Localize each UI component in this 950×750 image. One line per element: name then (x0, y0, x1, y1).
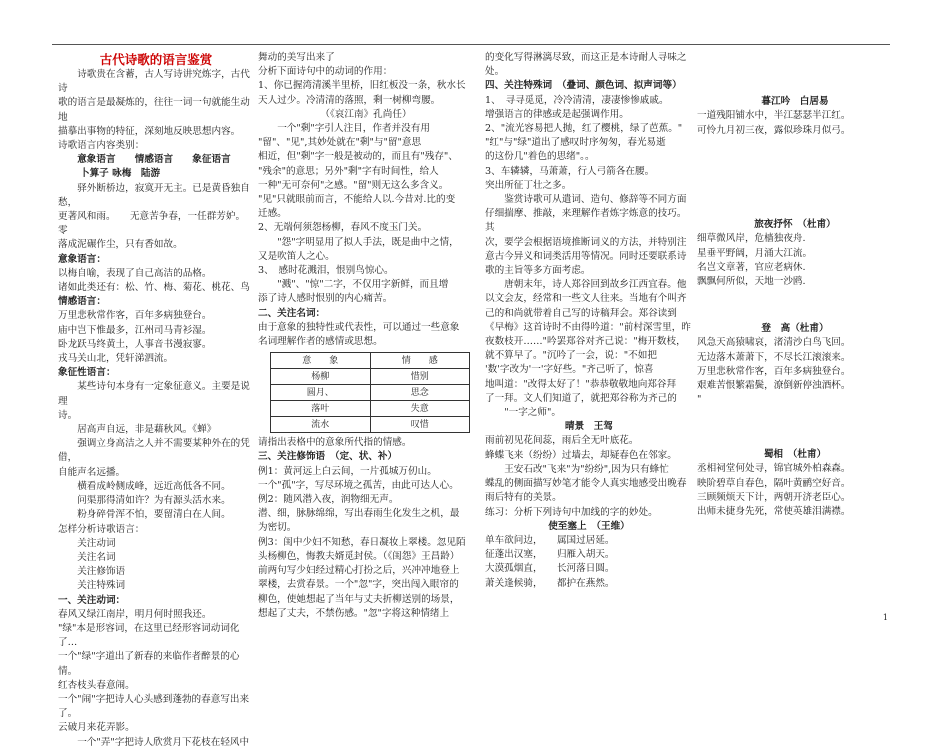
text-line: 就不算早了。"沉吟了一会，说："不如把 (485, 350, 657, 362)
imagery-table (270, 352, 470, 433)
text-line: 一个"孤"字，写尽环境之孤苦，由此可达人心。 (258, 479, 459, 491)
column-3 (485, 51, 693, 591)
table-cell: 落叶 (271, 401, 371, 417)
page-title: 古代诗歌的语言鉴赏 (99, 52, 213, 67)
text-line: 诸如此类还有：松、竹、梅、菊花、桃花、鸟 (58, 282, 250, 294)
text-line: "留"、"见",其妙处就在"剩"与"留"意思 (258, 137, 422, 149)
text-line: 居高声自远，非是藉秋风。《蝉》 (77, 424, 217, 436)
section-heading: 象征性语言： (58, 367, 116, 379)
text-line: 雨前初见花间蕊，雨后全无叶底花。 (485, 435, 639, 447)
text-line: 戎马关山北，凭轩涕泗流。 (58, 353, 174, 365)
text-line: 卧龙跃马终黄土，人事音书漫寂寥。 (58, 338, 212, 350)
text-line: 一个"绿"字道出了新春的来临作者醉景的心情。 (58, 651, 240, 677)
table-header: 意 象 (271, 353, 371, 369)
text-line: "见"只就眼前而言，不能给人以.今昔对.比的变 (258, 194, 456, 206)
text-line: 例1：黄河远上白云间，一片孤城万仞山。 (258, 465, 437, 477)
text-line: 次，要学会根据语境推断词义的方法，并特别注 (485, 236, 687, 248)
text-line: 由于意象的独特性或代表性，可以通过一些意象 (258, 321, 460, 333)
text-line: 唐朝末年，诗人郑谷回到故乡江西宜春。他 (504, 279, 687, 291)
poem-line: 名岂文章著，官应老病休. (697, 261, 806, 273)
column-2 (258, 51, 474, 621)
text-line: 己的和尚就带着自己写的诗稿拜会。郑谷读到 (485, 307, 677, 319)
text-line: 头杨柳色，悔教夫婿觅封侯。（《闺怨》王昌龄） (258, 550, 460, 562)
text-line: 横看成岭侧成峰，远近高低各不同。 (77, 480, 231, 492)
poem-title: 登 高（杜甫） (761, 323, 829, 334)
poem-line: " (697, 394, 702, 406)
poem-line: 细草微风岸，危樯独夜舟. (697, 233, 806, 245)
poem-block (697, 448, 893, 519)
text-line: 舞动的美写出来了 (258, 52, 335, 63)
text-line: 卜算子 咏梅 陆游 (80, 168, 161, 180)
text-line: 某些诗句本身有一定象征意义。主要是说理 (58, 381, 250, 407)
text-line: 王安石改"飞来"为"纷纷",因为只有蜂忙 (504, 463, 669, 475)
poem-block (697, 218, 893, 289)
text-line: 关注动词 (77, 537, 116, 549)
text-line: 前两句写少妇经过精心打扮之后，兴冲冲地登上 (258, 565, 460, 577)
text-line: 柳色，使她想起了当年与丈夫折柳送别的场景， (258, 593, 460, 605)
table-header-row (271, 353, 470, 369)
poem-line: 万里悲秋常作客，百年多病独登台。 (697, 365, 851, 377)
poem-line: 映阶碧草自春色，隔叶黄鹂空好音。 (697, 477, 851, 489)
text-line: 增强语言的律感或是起强调作用。 (485, 108, 629, 120)
text-line: 萧关逢候骑， 都护在燕然。 (485, 577, 615, 589)
table-cell: 圆月、 (271, 385, 371, 401)
text-line: 夜数枝开……"吟罢郑谷对齐己说："梅开数枝， (485, 336, 686, 348)
text-line: 意古今异义和词类活用等情况。同时还要联系诗 (485, 250, 687, 262)
text-line: 了一拜。文人们知道了，就把郑谷称为齐己的 (485, 392, 677, 404)
text-line: 相近，但"剩"字一般是被动的，而且有"残存"、 (258, 151, 458, 163)
table-row (271, 385, 470, 401)
text-line: 意象语言 情感语言 象征语言 (77, 154, 231, 166)
text-line: 鉴赏诗歌可从遣词、造句、修辞等不同方面 (504, 194, 687, 206)
text-line: 2、无端何须怨杨柳，春风不度玉门关。 (258, 222, 428, 234)
poem-line: 星垂平野阔，月涌大江流。 (697, 247, 813, 259)
text-line: 一种"无可奈何"之感。"留"则无这么多含义。 (258, 179, 449, 191)
table-cell: 叹惜 (370, 417, 470, 433)
text-line: 歌的主旨等多方面考虑。 (485, 265, 591, 277)
poem-title: 使至塞上 （王维） (548, 520, 630, 532)
text-line: 的这份几"着色的思绪"。。 (485, 151, 595, 163)
text-line: 云破月来花弄影。 (58, 722, 135, 734)
page-number: 1 (882, 613, 888, 622)
poem-line: 风急天高猿啸哀，渚清沙白鸟飞回。 (697, 337, 851, 349)
text-line: 潜、细，脉脉绵绵，写出春雨生化发生之机，最 (258, 508, 460, 520)
table-cell: 思念 (370, 385, 470, 401)
text-line: 翠楼，去赏春景。一个"忽"字，突出闯入眼帘的 (258, 579, 459, 591)
text-line: "绿"本是形容词，在这里已经形容词动词化了… (58, 622, 240, 649)
table-row (271, 369, 470, 385)
section-heading: 意象语言： (58, 253, 106, 265)
text-line: 处。 (485, 66, 505, 78)
poem-title: 旅夜抒怀 （杜甫） (754, 219, 836, 230)
poem-line: 丞相祠堂何处寻，锦官城外柏森森。 (697, 463, 851, 475)
table-row (271, 417, 470, 433)
table-cell: 失意 (370, 401, 470, 417)
text-line: 的变化写得淋漓尽致，而这正是本诗耐人寻味之 (485, 52, 687, 63)
section-heading: 三、关注修饰语 （定、状、补） (258, 451, 398, 463)
text-line: 雨后特有的美景。 (485, 492, 562, 504)
text-line: 驿外断桥边，寂寞开无主。已是黄昏独自愁， (58, 182, 250, 208)
text-line: 仔细揣摩、推敲，来理解作者炼字炼意的技巧。其 (485, 208, 687, 234)
text-line: 例2：随风潜入夜，润物细无声。 (258, 494, 399, 506)
text-line: '数'字改为'一'字好些。"齐己听了，惊喜 (485, 364, 654, 376)
text-line: 1、 寻寻觅觅，冷冷清清，凄凄惨惨戚戚。 (485, 94, 669, 106)
text-line: "溅"、"惊"二字，不仅用字新鲜，而且增 (277, 279, 449, 291)
text-line: （《哀江南》孔尚任） (320, 108, 412, 120)
text-line: 关注名词 (77, 551, 116, 563)
poem-line: 可怜九月初三夜，露似珍珠月似弓。 (697, 124, 851, 136)
poem-line: 一道残阳铺水中，半江瑟瑟半江红。 (697, 110, 851, 122)
table-header: 情 感 (370, 353, 470, 369)
top-rule (52, 44, 890, 45)
poem-line: 无边落木萧萧下，不尽长江滚滚来。 (697, 351, 851, 363)
text-line: 例3：闺中少妇不知愁，春日凝妆上翠楼。忽见陌 (258, 536, 466, 548)
text-line: 一个"闹"字把诗人心头感到蓬勃的春意写出来 (58, 693, 250, 705)
poem-line: 艰难苦恨繁霜鬓，潦倒新停浊酒杯。 (697, 380, 851, 392)
text-line: 1、你已握湾清溪半里桥，旧红板没一条，秋水长 (258, 80, 466, 92)
text-line: 天人过少。冷清清的落照，剩一树柳弯腰。 (258, 94, 441, 106)
text-line: 一个"剩"字引人注目，作者并没有用 (277, 123, 430, 135)
text-line: 红杏枝头春意闹。 (58, 679, 135, 691)
text-line: 以文会友，经常和一些文人往来。当地有个叫齐 (485, 293, 687, 305)
text-line: 蝶乱的侧面描写妙笔才能令人真实地感受出晚春 (485, 478, 687, 490)
section-heading: 四、关注特殊词 （叠词、颜色词、拟声词等） (485, 80, 682, 92)
table-row (271, 401, 470, 417)
text-line: 诗。 (58, 409, 78, 421)
text-line: 迁感。 (258, 208, 287, 220)
text-line: 强调立身高洁之人并不需要某种外在的凭借， (58, 438, 250, 464)
text-line: "残余"的意思；另外"剩"字有时间性，给人 (258, 165, 439, 177)
text-line: 为密切。 (258, 522, 297, 534)
text-line: 了。 (58, 708, 78, 720)
text-line: 自能声名远播。 (58, 466, 126, 478)
text-line: 以梅自喻，表现了自己高洁的品格。 (58, 267, 212, 279)
section-heading: 情感语言： (58, 296, 106, 308)
column-1 (58, 51, 254, 750)
text-line: 分析下面诗句中的动词的作用： (258, 66, 393, 78)
text-line: 又是吹笛人之心。 (258, 250, 335, 262)
poem-line: 出师未捷身先死，常使英雄泪满襟。 (697, 506, 851, 518)
text-line: "一字之师"。 (504, 407, 561, 419)
text-line: 诗歌语言内容类别： (58, 140, 145, 152)
text-line: 春风又绿江南岸，明月何时照我还。 (58, 608, 212, 620)
text-line: 粉身碎骨浑不怕，要留清白在人间。 (77, 509, 231, 521)
text-line: 问渠那得清如许？为有源头活水来。 (77, 495, 231, 507)
table-cell: 惜别 (370, 369, 470, 385)
text-line: 突出所征丁壮之多。 (485, 179, 572, 191)
table-cell: 流水 (271, 417, 371, 433)
text-line: "怨"字明显用了拟人手法，既是曲中之情， (277, 236, 459, 248)
text-line: 2、"流光容易把人抛，红了樱桃，绿了芭蕉。" (485, 123, 683, 135)
text-line: 描摹出事物的特征，深刻地反映思想内容。 (58, 125, 241, 137)
text-line: 请指出表格中的意象所代指的情感。 (258, 437, 412, 449)
poem-block (697, 322, 893, 408)
section-heading: 二、关注名词： (258, 307, 326, 319)
text-line: 落成泥碾作尘，只有香如故。 (58, 239, 183, 251)
text-line: 《早梅》这首诗时不由得吟道："前村深雪里，昨 (485, 321, 691, 333)
text-line: 3、 感时花溅泪，恨别鸟惊心。 (258, 265, 394, 277)
poem-title: 暮江吟 白居易 (761, 96, 829, 107)
text-line: 蜂蝶飞来（纷纷）过墙去，却疑春色在邻家。 (485, 449, 677, 461)
text-line: 征蓬出汉塞， 归雁入胡天。 (485, 549, 615, 561)
text-line: 想起了丈夫，不禁伤感。"忽"字将这种情绪上 (258, 607, 450, 619)
text-line: 单车欲问边， 属国过居延。 (485, 534, 615, 546)
poem-line: 三顾频烦天下计，两朝开济老臣心。 (697, 491, 851, 503)
text-line: 诗歌贵在含蓄，古人写诗讲究炼字，古代诗 (58, 69, 250, 95)
text-line: 名词理解作者的感情或思想。 (258, 336, 383, 348)
poem-title: 蜀相 （杜甫） (763, 449, 827, 460)
text-line: 关注修饰语 (77, 566, 126, 578)
poem-title: 晴景 王驾 (565, 421, 613, 433)
text-line: 3、车辚辚，马萧萧，行人弓箭各在腰。 (485, 165, 655, 177)
poem-block (697, 95, 893, 138)
text-line: 练习：分析下列诗句中加线的字的妙处。 (485, 506, 658, 518)
table-cell: 杨柳 (271, 369, 371, 385)
text-line: 庙中岂下惟最多，江州司马青衫湿。 (58, 324, 212, 336)
text-line: 万里悲秋常作客，百年多病独登台。 (58, 310, 212, 322)
text-line: 更著风和雨。 无意苦争春，一任群芳妒。零 (58, 211, 246, 237)
text-line: 歌的语言是最凝炼的，往往一词一句就能生动地 (58, 97, 250, 123)
text-line: 关注特殊词 (77, 580, 126, 592)
poem-line: 飘飘何所似，天地一沙鸥. (697, 276, 806, 288)
text-line: 地叫道："改得太好了！"恭恭敬敬地向郑谷拜 (485, 378, 677, 390)
text-line: 一个"弄"字把诗人欣赏月下花枝在轻风中 (77, 736, 250, 748)
text-line: 大漠孤烟直， 长河落日圆。 (485, 563, 615, 575)
text-line: 添了诗人感时恨别的内心痛苦。 (258, 293, 393, 305)
text-line: "红"与"绿"道出了感叹时序匆匆，春光易逝 (485, 137, 666, 149)
section-heading: 一、关注动词： (58, 594, 126, 606)
text-line: 怎样分析诗歌语言： (58, 523, 145, 535)
